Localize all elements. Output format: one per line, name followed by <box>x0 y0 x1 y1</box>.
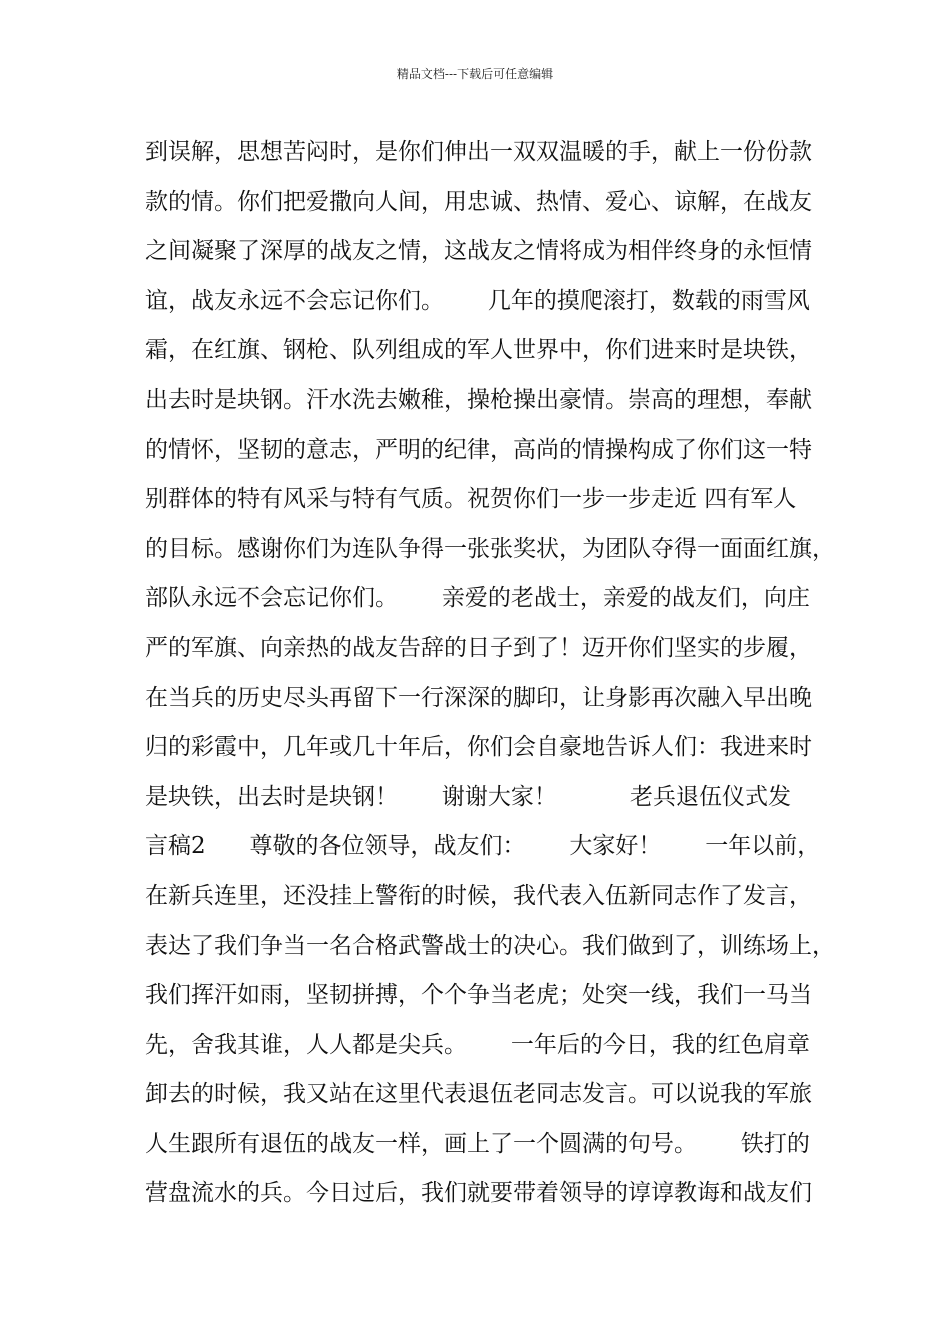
text-line: 别群体的特有风采与特有气质。祝贺你们一步一步走近 四有军人 <box>145 486 797 513</box>
text-line: 部队永远不会忘记你们。 亲爱的老战士，亲爱的战友们，向庄 <box>145 585 810 612</box>
text-line: 人生跟所有退伍的战友一样，画上了一个圆满的句号。 铁打的 <box>145 1130 810 1157</box>
text-line: 归的彩霞中，几年或几十年后，你们会自豪地告诉人们：我进来时 <box>145 734 812 761</box>
text-line: 在新兵连里，还没挂上警衔的时候，我代表入伍新同志作了发言， <box>145 882 812 909</box>
text-line: 营盘流水的兵。今日过后，我们就要带着领导的谆谆教诲和战友们 <box>145 1180 812 1207</box>
text-line: 的目标。感谢你们为连队争得一张张奖状，为团队夺得一面面红旗， <box>145 535 835 562</box>
text-line: 出去时是块钢。汗水洗去嫩稚，操枪操出豪情。崇高的理想，奉献 <box>145 386 812 413</box>
text-line: 言稿2 尊敬的各位领导，战友们： 大家好！ 一年以前， <box>145 833 821 860</box>
document-body <box>145 128 835 1219</box>
text-line: 严的军旗、向亲热的战友告辞的日子到了！迈开你们坚实的步履， <box>145 634 812 661</box>
text-line: 表达了我们争当一名合格武警战士的决心。我们做到了，训练场上， <box>145 932 835 959</box>
text-line: 我们挥汗如雨，坚韧拼搏，个个争当老虎；处突一线，我们一马当 <box>145 982 812 1009</box>
text-line: 霜，在红旗、钢枪、队列组成的军人世界中，你们进来时是块铁， <box>145 337 812 364</box>
text-line: 到误解，思想苦闷时，是你们伸出一双双温暖的手，献上一份份款 <box>145 139 812 165</box>
text-line: 在当兵的历史尽头再留下一行深深的脚印，让身影再次融入早出晚 <box>145 684 812 711</box>
text-line: 的情怀，坚韧的意志，严明的纪律，高尚的情操构成了你们这一特 <box>145 436 812 463</box>
text-line: 是块铁，出去时是块钢！ 谢谢大家！ 老兵退伍仪式发 <box>145 783 791 810</box>
text-line: 谊，战友永远不会忘记你们。 几年的摸爬滚打，数载的雨雪风 <box>145 287 810 314</box>
text-line: 之间凝聚了深厚的战友之情，这战友之情将成为相伴终身的永恒情 <box>145 238 812 265</box>
text-line: 卸去的时候，我又站在这里代表退伍老同志发言。可以说我的军旅 <box>145 1081 812 1108</box>
page-header: 精品文档---下载后可任意编辑 <box>396 67 554 81</box>
text-line: 款的情。你们把爱撒向人间，用忠诚、热情、爱心、谅解，在战友 <box>145 188 812 215</box>
text-line: 先，舍我其谁，人人都是尖兵。 一年后的今日，我的红色肩章 <box>145 1031 810 1058</box>
